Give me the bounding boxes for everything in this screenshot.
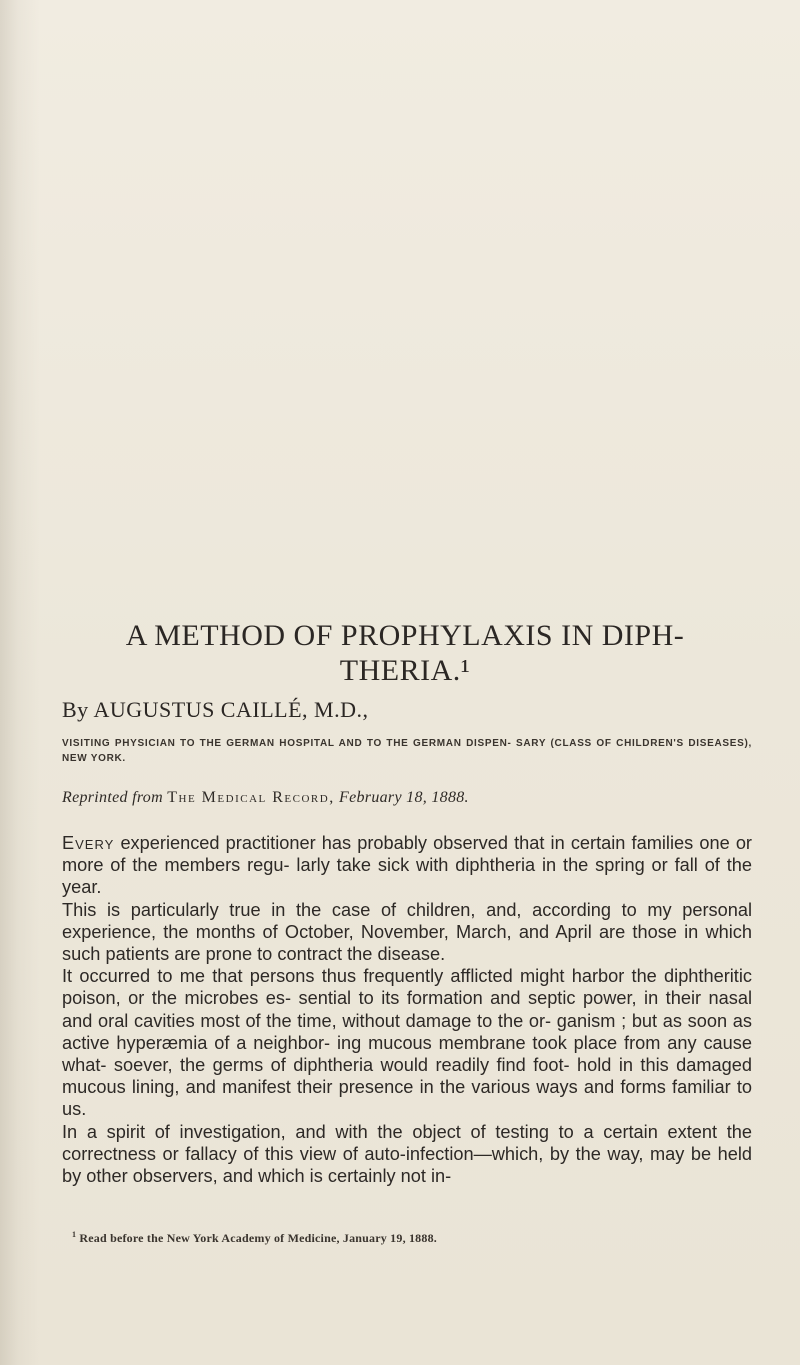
paragraph [62,965,752,1120]
article-title-line-2: THERIA.¹ [339,654,471,687]
article-title [40,618,770,688]
paragraph [62,899,752,966]
paragraph [62,832,752,899]
article-title-line-1: A METHOD OF PROPHYLAXIS IN DIPH- [125,619,685,652]
paragraph-lead-word: Every [62,833,115,853]
paragraph [62,1121,752,1188]
article-body [62,832,752,1187]
paragraph-text: experienced practitioner has probably observed that in certain families one or more of the members regu- larly take sick with diphtheria in the spring or fall of the year. [62,833,752,898]
footnote-text: Read before the New York Academy of Medicine, January 19, 1888. [79,1231,437,1245]
author-affiliation: VISITING PHYSICIAN TO THE GERMAN HOSPITAL AND TO THE GERMAN DISPEN- SARY (CLASS OF CHILDREN'S DISEASES), NEW YORK. [62,738,752,764]
footnote-marker: 1 [72,1230,77,1239]
reprint-date: February 18, 1888. [339,789,469,806]
paragraph-text: In a spirit of investigation, and with the object of testing to a certain extent the correctness or fallacy of this view of auto-infection—which, by the way, may be held by other observers, and which is certainly not in- [62,1121,752,1187]
author-byline: By AUGUSTUS CAILLÉ, M.D., [62,697,369,722]
reprint-journal: The Medical Record, [167,789,335,806]
paragraph-text: This is particularly true in the case of children, and, according to my personal experience, the months of October, November, March, and April are those in which such patients are prone to contract the disease. [62,899,752,965]
reprint-notice [62,789,752,807]
paragraph-text: It occurred to me that persons thus frequently afflicted might harbor the diphtheritic poison, or the microbes es- sential to its formation and septic power, in their nasal and oral cavities most of the time, without damage to the or- ganism ; but as soon as active hyperæmia of a neighbor- ing mucous membrane took place from any cause what- soever, the germs of diphtheria would readily find foot- hold in this damaged mucous lining, and manifest their presence in the various ways and forms familiar to us. [62,966,752,1120]
footnote [72,1230,762,1246]
reprint-prefix: Reprinted from [62,789,163,806]
